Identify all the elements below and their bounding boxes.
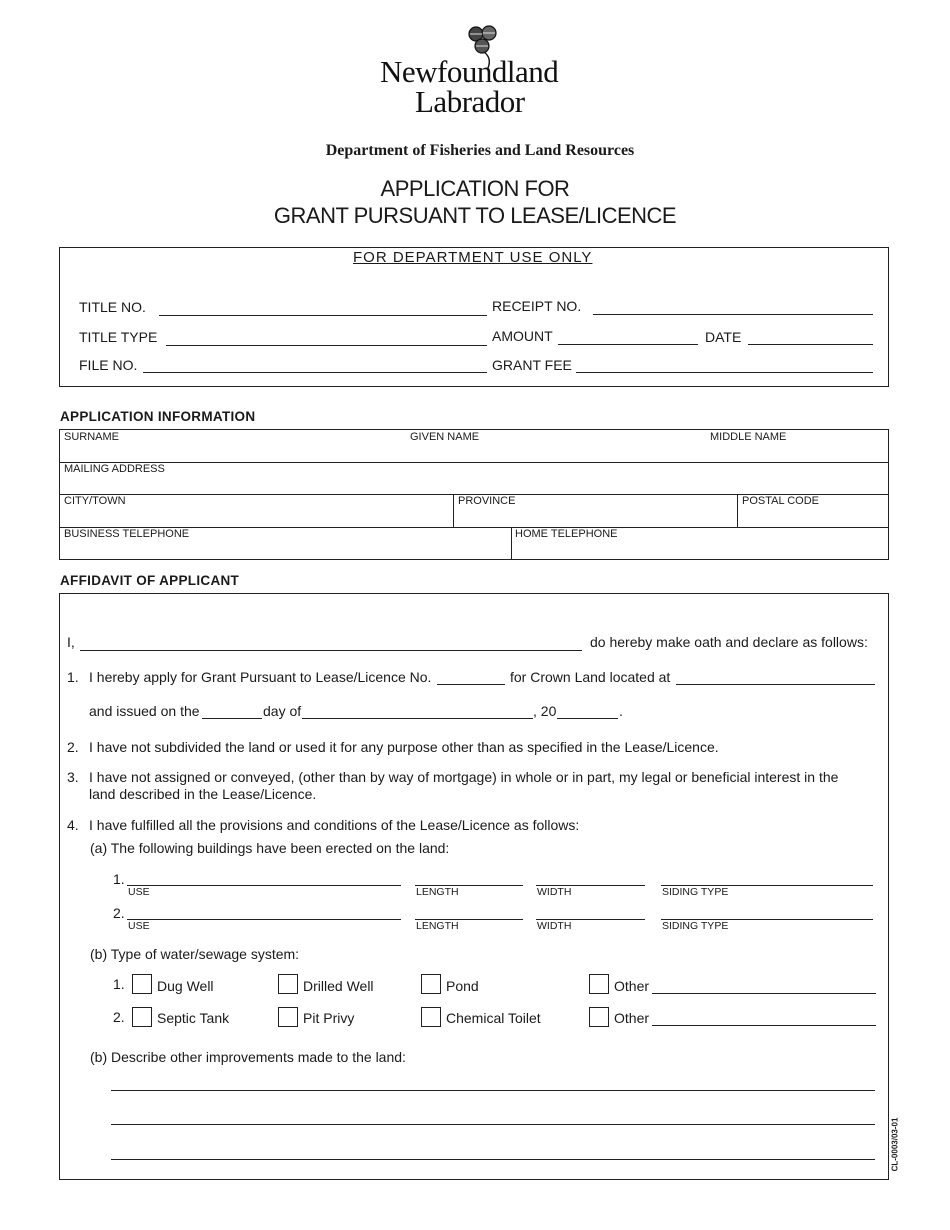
period: . bbox=[619, 703, 623, 719]
item1-text-b: for Crown Land located at bbox=[510, 669, 671, 685]
logo-line2: Labrador bbox=[415, 84, 525, 119]
file-no-field[interactable] bbox=[143, 372, 487, 373]
title-no-label: TITLE NO. bbox=[79, 299, 146, 315]
siding-type-caption: SIDING TYPE bbox=[662, 886, 729, 898]
surname-field[interactable]: SURNAME bbox=[64, 431, 120, 443]
other-sewage-checkbox[interactable] bbox=[589, 1007, 609, 1027]
dug-well-checkbox[interactable] bbox=[132, 974, 152, 994]
grant-fee-field[interactable] bbox=[576, 372, 873, 373]
use-caption: USE bbox=[128, 886, 150, 898]
length-caption: LENGTH bbox=[416, 886, 459, 898]
use-caption: USE bbox=[128, 920, 150, 932]
i-label: I, bbox=[67, 634, 75, 650]
item4b-text: (b) Type of water/sewage system: bbox=[90, 946, 300, 962]
septic-tank-checkbox[interactable] bbox=[132, 1007, 152, 1027]
file-no-label: FILE NO. bbox=[79, 357, 138, 373]
title-type-field[interactable] bbox=[166, 345, 487, 346]
postal-code-field[interactable]: POSTAL CODE bbox=[742, 495, 820, 507]
improvements-line-2[interactable] bbox=[111, 1124, 875, 1125]
other-water-checkbox[interactable] bbox=[589, 974, 609, 994]
water-row2-num: 2. bbox=[113, 1009, 125, 1025]
receipt-no-label: RECEIPT NO. bbox=[492, 298, 582, 314]
amount-field[interactable] bbox=[558, 344, 698, 345]
department-name: Department of Fisheries and Land Resources bbox=[325, 142, 635, 159]
application-info-heading: APPLICATION INFORMATION bbox=[60, 409, 256, 424]
lease-number-field[interactable] bbox=[437, 684, 505, 685]
improvements-line-1[interactable] bbox=[111, 1090, 875, 1091]
building1-num: 1. bbox=[113, 871, 125, 887]
water-row1-num: 1. bbox=[113, 976, 125, 992]
building1-use-field[interactable] bbox=[127, 885, 401, 886]
given-name-field[interactable]: GIVEN NAME bbox=[410, 431, 480, 443]
pond-checkbox[interactable] bbox=[421, 974, 441, 994]
building2-num: 2. bbox=[113, 905, 125, 921]
grant-fee-label: GRANT FEE bbox=[492, 357, 572, 373]
item2-text: I have not subdivided the land or used it for any purpose other than as specified in the Lease/Licence. bbox=[89, 739, 719, 755]
day-of-label: day of bbox=[263, 703, 302, 719]
receipt-no-field[interactable] bbox=[593, 314, 873, 315]
city-town-field[interactable]: CITY/TOWN bbox=[64, 495, 126, 507]
province-field[interactable]: PROVINCE bbox=[458, 495, 516, 507]
home-telephone-field[interactable]: HOME TELEPHONE bbox=[515, 528, 618, 540]
item3-num: 3. bbox=[67, 769, 79, 785]
improvements-line-3[interactable] bbox=[111, 1159, 875, 1160]
applicant-name-field[interactable] bbox=[80, 650, 582, 651]
other-water-field[interactable] bbox=[652, 993, 876, 994]
middle-name-field[interactable]: MIDDLE NAME bbox=[710, 431, 787, 443]
logo bbox=[370, 20, 580, 120]
building2-use-field[interactable] bbox=[127, 919, 401, 920]
item4-text: I have fulfilled all the provisions and conditions of the Lease/Licence as follows: bbox=[89, 817, 580, 833]
drilled-well-label: Drilled Well bbox=[303, 978, 374, 994]
item4c-text: (b) Describe other improvements made to the land: bbox=[90, 1049, 406, 1065]
col-divider bbox=[511, 527, 512, 559]
item4a-text: (a) The following buildings have been erected on the land: bbox=[90, 840, 450, 856]
chemical-toilet-label: Chemical Toilet bbox=[446, 1010, 541, 1026]
col-divider bbox=[453, 494, 454, 527]
siding-type-caption: SIDING TYPE bbox=[662, 920, 729, 932]
issued-year-field[interactable] bbox=[557, 718, 618, 719]
year-prefix-label: , 20 bbox=[533, 703, 557, 719]
issued-on-label: and issued on the bbox=[89, 703, 200, 719]
date-field[interactable] bbox=[748, 344, 873, 345]
title-no-field[interactable] bbox=[159, 315, 487, 316]
septic-tank-label: Septic Tank bbox=[157, 1010, 230, 1026]
row-divider bbox=[59, 462, 888, 463]
length-caption: LENGTH bbox=[416, 920, 459, 932]
oath-text: do hereby make oath and declare as follows: bbox=[590, 634, 868, 650]
item3-text-line1: I have not assigned or conveyed, (other than by way of mortgage) in whole or in part, my legal or beneficial interest in the bbox=[89, 769, 839, 785]
item1-text-a: I hereby apply for Grant Pursuant to Lease/Licence No. bbox=[89, 669, 432, 685]
item1-num: 1. bbox=[67, 669, 79, 685]
other-sewage-label: Other bbox=[614, 1010, 650, 1026]
logo-line1: Newfoundland bbox=[380, 54, 559, 89]
width-caption: WIDTH bbox=[537, 920, 572, 932]
business-telephone-field[interactable]: BUSINESS TELEPHONE bbox=[64, 528, 190, 540]
chemical-toilet-checkbox[interactable] bbox=[421, 1007, 441, 1027]
pit-privy-checkbox[interactable] bbox=[278, 1007, 298, 1027]
issued-month-field[interactable] bbox=[302, 718, 533, 719]
department-use-box bbox=[59, 247, 889, 387]
item3-text-line2: land described in the Lease/Licence. bbox=[89, 786, 317, 802]
other-water-label: Other bbox=[614, 978, 650, 994]
issued-day-field[interactable] bbox=[202, 718, 262, 719]
mailing-address-field[interactable]: MAILING ADDRESS bbox=[64, 463, 165, 475]
pit-privy-label: Pit Privy bbox=[303, 1010, 355, 1026]
form-code: CL-0003/03-01 bbox=[890, 1117, 900, 1172]
drilled-well-checkbox[interactable] bbox=[278, 974, 298, 994]
dug-well-label: Dug Well bbox=[157, 978, 214, 994]
item2-num: 2. bbox=[67, 739, 79, 755]
item4-num: 4. bbox=[67, 817, 79, 833]
department-use-heading: FOR DEPARTMENT USE ONLY bbox=[353, 249, 593, 266]
form-title-line1: APPLICATION FOR bbox=[380, 176, 570, 201]
date-label: DATE bbox=[705, 329, 742, 345]
form-title-line2: GRANT PURSUANT TO LEASE/LICENCE bbox=[273, 203, 677, 228]
crown-land-location-field[interactable] bbox=[676, 684, 875, 685]
width-caption: WIDTH bbox=[537, 886, 572, 898]
affidavit-heading: AFFIDAVIT OF APPLICANT bbox=[60, 573, 240, 588]
pond-label: Pond bbox=[446, 978, 479, 994]
other-sewage-field[interactable] bbox=[652, 1025, 876, 1026]
col-divider bbox=[737, 494, 738, 527]
amount-label: AMOUNT bbox=[492, 328, 553, 344]
title-type-label: TITLE TYPE bbox=[79, 329, 158, 345]
